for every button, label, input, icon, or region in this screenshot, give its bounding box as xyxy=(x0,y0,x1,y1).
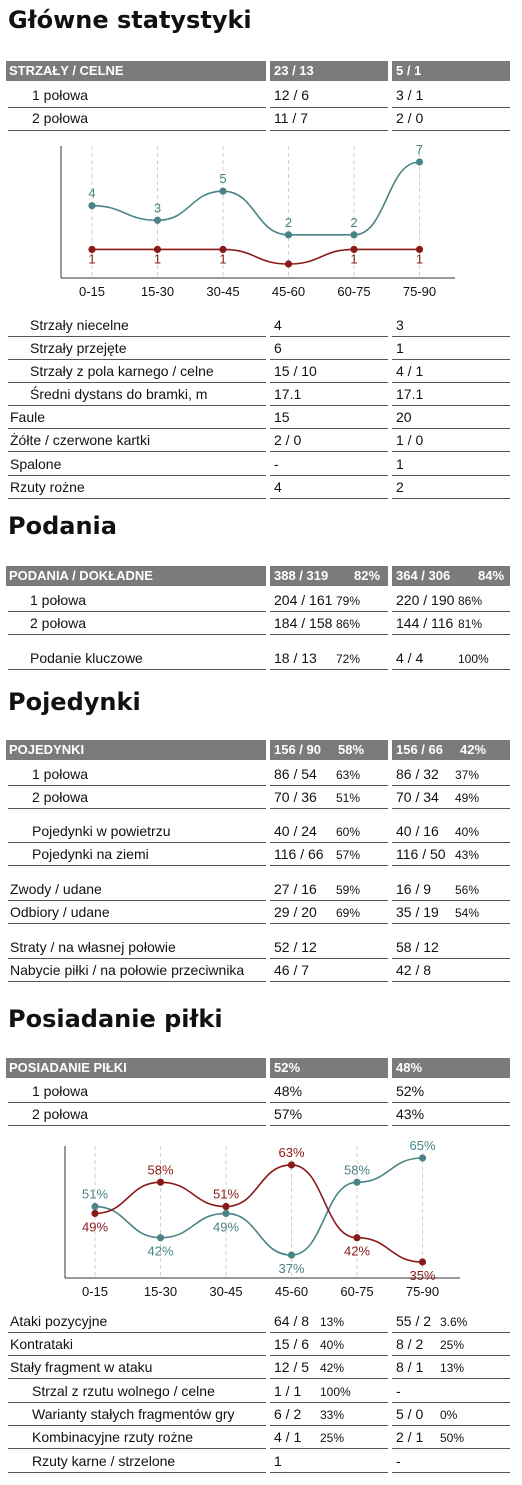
passes-row-value-a: 18 / 13 xyxy=(274,650,317,666)
shots-header-team-a: 23 / 13 xyxy=(270,61,388,81)
x-tick-label: 75-90 xyxy=(405,1284,440,1299)
shots-row-value-b: 1 xyxy=(396,340,404,356)
data-point xyxy=(91,1210,98,1217)
data-label: 1 xyxy=(415,251,424,267)
shots-row-value-a: 15 / 10 xyxy=(274,363,317,379)
possession-row-value-a: 4 / 1 xyxy=(274,1429,302,1445)
shots-half-label: 1 połowa xyxy=(32,87,89,103)
data-point xyxy=(219,188,226,195)
possession-header-team-a: 52% xyxy=(270,1058,388,1078)
duels-row-pct-b: 40% xyxy=(455,825,480,839)
data-point xyxy=(222,1203,229,1210)
shots-row-value-a: 17.1 xyxy=(274,386,302,402)
possession-row-pct-a: 100% xyxy=(320,1385,351,1399)
possession-row-pct-b: 3.6% xyxy=(440,1315,468,1329)
row-divider xyxy=(270,981,388,982)
row-divider xyxy=(8,634,266,635)
row-divider xyxy=(270,1402,388,1403)
row-divider xyxy=(392,634,510,635)
row-divider xyxy=(8,405,266,406)
shots-half-a: 11 / 7 xyxy=(274,110,308,126)
row-divider xyxy=(270,1355,388,1356)
row-divider xyxy=(270,611,388,612)
row-divider xyxy=(392,428,510,429)
duels-row-value-a: 70 / 36 xyxy=(274,789,317,805)
data-label: 51% xyxy=(81,1186,109,1202)
row-divider xyxy=(8,130,266,131)
row-divider xyxy=(392,451,510,452)
duels-row-label: 2 połowa xyxy=(32,789,89,805)
duels-row-label: Pojedynki na ziemi xyxy=(32,846,149,862)
row-divider xyxy=(8,842,266,843)
duels-row-pct-b: 54% xyxy=(455,906,480,920)
row-divider xyxy=(8,1448,266,1449)
x-tick-label: 15-30 xyxy=(143,1284,178,1299)
row-divider xyxy=(270,359,388,360)
possession-header-team-b: 48% xyxy=(392,1058,510,1078)
row-divider xyxy=(8,1355,266,1356)
x-tick-label: 45-60 xyxy=(274,1284,309,1299)
shots-by-interval-chart xyxy=(40,140,470,305)
row-divider xyxy=(392,1378,510,1379)
row-divider xyxy=(270,1448,388,1449)
possession-row-label: Strzal z rzutu wolnego / celne xyxy=(32,1383,215,1399)
shots-row-label: Średni dystans do bramki, m xyxy=(30,386,208,402)
shots-row-value-b: 20 xyxy=(396,409,412,425)
row-divider xyxy=(8,451,266,452)
duels-row-value-a: 116 / 66 xyxy=(274,846,324,862)
row-divider xyxy=(270,808,388,809)
possession-row-label: Ataki pozycyjne xyxy=(10,1313,108,1329)
data-label: 58% xyxy=(147,1162,174,1178)
duels-row-value-b: 58 / 12 xyxy=(396,939,439,955)
shots-row-value-a: 4 xyxy=(274,479,282,495)
data-point xyxy=(154,217,161,224)
row-divider xyxy=(392,475,510,476)
row-divider xyxy=(392,1448,510,1449)
row-divider xyxy=(392,785,510,786)
possession-row-pct-b: 25% xyxy=(440,1338,465,1352)
possession-row-value-a: 64 / 8 xyxy=(274,1313,310,1329)
duels-row-value-a: 52 / 12 xyxy=(274,939,317,955)
possession-half-a: 57% xyxy=(274,1106,303,1122)
row-divider xyxy=(8,1378,266,1379)
shots-row-value-b: 1 xyxy=(396,456,404,472)
data-label: 4 xyxy=(88,185,96,201)
row-divider xyxy=(392,842,510,843)
row-divider xyxy=(392,611,510,612)
row-divider xyxy=(270,1425,388,1426)
row-divider xyxy=(392,900,510,901)
x-tick-label: 60-75 xyxy=(340,1284,374,1299)
x-tick-label: 45-60 xyxy=(271,284,306,299)
duels-header-team-b: 156 / 66 42% xyxy=(392,740,510,760)
shots-row-value-b: 17.1 xyxy=(396,386,424,402)
duels-row-pct-b: 56% xyxy=(455,883,480,897)
possession-half-label: 2 połowa xyxy=(32,1106,89,1122)
passes-row-pct-a: 72% xyxy=(336,652,361,666)
data-label: 5 xyxy=(219,171,227,187)
data-point xyxy=(419,1258,426,1265)
row-divider xyxy=(270,634,388,635)
row-divider xyxy=(392,130,510,131)
row-divider xyxy=(8,1125,266,1126)
possession-row-label: Kontrataki xyxy=(10,1336,74,1352)
row-divider xyxy=(270,428,388,429)
data-point xyxy=(157,1234,164,1241)
passes-row-label: 2 połowa xyxy=(30,615,87,631)
shots-row-label: Faule xyxy=(10,409,46,425)
row-divider xyxy=(392,382,510,383)
row-divider xyxy=(270,498,388,499)
data-point xyxy=(285,231,292,238)
row-divider xyxy=(8,1102,266,1103)
possession-row-pct-a: 25% xyxy=(320,1431,345,1445)
possession-row-pct-a: 40% xyxy=(320,1338,345,1352)
possession-row-pct-b: 13% xyxy=(440,1361,465,1375)
duels-row-value-b: 16 / 9 xyxy=(396,881,432,897)
duels-row-label: 1 połowa xyxy=(32,766,89,782)
duels-row-pct-a: 60% xyxy=(336,825,361,839)
row-divider xyxy=(392,923,510,924)
possession-half-b: 52% xyxy=(396,1083,425,1099)
data-label: 2 xyxy=(284,214,293,230)
passes-header-team-b: 364 / 306 84% xyxy=(392,566,510,586)
data-label: 1 xyxy=(153,251,162,267)
duels-row-value-a: 27 / 16 xyxy=(274,881,317,897)
row-divider xyxy=(8,1332,266,1333)
passes-row-pct-b: 81% xyxy=(458,617,483,631)
data-label: 35% xyxy=(409,1268,436,1283)
data-label: 49% xyxy=(81,1219,109,1235)
duels-row-value-b: 42 / 8 xyxy=(396,962,432,978)
data-label: 58% xyxy=(343,1162,371,1178)
series-line-0 xyxy=(92,162,420,235)
x-tick-label: 0-15 xyxy=(78,284,106,299)
row-divider xyxy=(8,1402,266,1403)
shots-header-team-b: 5 / 1 xyxy=(392,61,510,81)
x-tick-label: 30-45 xyxy=(206,284,240,299)
shots-half-b: 3 / 1 xyxy=(396,87,424,103)
data-label: 7 xyxy=(415,142,424,157)
row-divider xyxy=(392,1332,510,1333)
shots-row-label: Spalone xyxy=(10,456,62,472)
shots-row-label: Rzuty rożne xyxy=(10,479,85,495)
possession-row-pct-a: 13% xyxy=(320,1315,345,1329)
row-divider xyxy=(392,336,510,337)
row-divider xyxy=(8,900,266,901)
passes-row-value-a: 184 / 158 xyxy=(274,615,333,631)
possession-row-value-b: 8 / 1 xyxy=(396,1359,424,1375)
shots-row-value-a: 6 xyxy=(274,340,282,356)
row-divider xyxy=(8,981,266,982)
possession-row-label: Kombinacyjne rzuty rożne xyxy=(32,1429,194,1445)
duels-row-value-b: 40 / 16 xyxy=(396,823,439,839)
duels-row-pct-a: 69% xyxy=(336,906,361,920)
shots-row-label: Strzały niecelne xyxy=(30,317,129,333)
row-divider xyxy=(270,1472,388,1473)
duels-row-label: Straty / na własnej połowie xyxy=(10,939,176,955)
data-label: 63% xyxy=(278,1144,305,1160)
shots-half-a: 12 / 6 xyxy=(274,87,310,103)
row-divider xyxy=(392,1402,510,1403)
possession-row-value-a: 1 xyxy=(274,1453,282,1469)
x-tick-label: 0-15 xyxy=(81,1284,109,1299)
duels-row-pct-b: 49% xyxy=(455,791,480,805)
row-divider xyxy=(392,1425,510,1426)
data-point xyxy=(91,1203,98,1210)
x-tick-label: 60-75 xyxy=(337,284,371,299)
possession-row-pct-b: 50% xyxy=(440,1431,465,1445)
row-divider xyxy=(392,669,510,670)
shots-row-value-b: 1 / 0 xyxy=(396,432,424,448)
row-divider xyxy=(392,1102,510,1103)
shots-row-value-a: - xyxy=(274,456,279,472)
row-divider xyxy=(392,865,510,866)
row-divider xyxy=(392,981,510,982)
row-divider xyxy=(270,900,388,901)
row-divider xyxy=(270,785,388,786)
possession-header-label: POSIADANIE PIŁKI xyxy=(6,1058,266,1078)
data-point xyxy=(350,231,357,238)
duels-row-label: Odbiory / udane xyxy=(10,904,110,920)
duels-row-value-a: 40 / 24 xyxy=(274,823,317,839)
data-label: 3 xyxy=(153,200,162,216)
possession-half-b: 43% xyxy=(396,1106,425,1122)
duels-row-label: Zwody / udane xyxy=(10,881,102,897)
shots-row-value-b: 3 xyxy=(396,317,404,333)
row-divider xyxy=(8,808,266,809)
row-divider xyxy=(8,669,266,670)
row-divider xyxy=(8,359,266,360)
duels-row-value-a: 46 / 7 xyxy=(274,962,310,978)
passes-row-pct-b: 86% xyxy=(458,594,483,608)
row-divider xyxy=(270,865,388,866)
row-divider xyxy=(392,498,510,499)
duels-row-value-b: 86 / 32 xyxy=(396,766,439,782)
row-divider xyxy=(8,865,266,866)
data-label: 49% xyxy=(212,1219,240,1235)
possession-row-label: Stały fragment w ataku xyxy=(10,1359,153,1375)
possession-row-pct-a: 33% xyxy=(320,1408,345,1422)
duels-header-team-a: 156 / 90 58% xyxy=(270,740,388,760)
duels-row-value-a: 29 / 20 xyxy=(274,904,317,920)
shots-row-value-a: 15 xyxy=(274,409,290,425)
possession-row-label: Rzuty karne / strzelone xyxy=(32,1453,176,1469)
possession-by-interval-chart xyxy=(40,1140,470,1305)
row-divider xyxy=(270,1125,388,1126)
passes-row-value-b: 4 / 4 xyxy=(396,650,424,666)
data-point xyxy=(157,1179,164,1186)
data-label: 42% xyxy=(343,1243,371,1259)
x-tick-label: 30-45 xyxy=(209,1284,243,1299)
possession-row-value-a: 15 / 6 xyxy=(274,1336,310,1352)
duels-row-label: Pojedynki w powietrzu xyxy=(32,823,171,839)
row-divider xyxy=(270,923,388,924)
data-point xyxy=(285,260,292,267)
passes-row-value-b: 220 / 190 xyxy=(396,592,455,608)
data-label: 51% xyxy=(212,1186,240,1202)
row-divider xyxy=(392,405,510,406)
duels-row-value-b: 70 / 34 xyxy=(396,789,439,805)
shots-row-value-b: 4 / 1 xyxy=(396,363,424,379)
row-divider xyxy=(8,498,266,499)
row-divider xyxy=(270,336,388,337)
passes-header-label: PODANIA / DOKŁADNE xyxy=(6,566,266,586)
data-point xyxy=(353,1234,360,1241)
possession-half-a: 48% xyxy=(274,1083,303,1099)
row-divider xyxy=(392,958,510,959)
row-divider xyxy=(270,475,388,476)
shots-row-value-b: 2 xyxy=(396,479,404,495)
duels-row-pct-a: 57% xyxy=(336,848,361,862)
possession-row-pct-a: 42% xyxy=(320,1361,345,1375)
data-label: 1 xyxy=(88,251,96,267)
row-divider xyxy=(270,958,388,959)
row-divider xyxy=(392,1125,510,1126)
duels-row-pct-a: 59% xyxy=(336,883,361,897)
row-divider xyxy=(8,336,266,337)
row-divider xyxy=(8,958,266,959)
data-label: 42% xyxy=(147,1243,174,1259)
row-divider xyxy=(392,359,510,360)
shots-header-label: STRZAŁY / CELNE xyxy=(6,61,266,81)
row-divider xyxy=(8,475,266,476)
duels-row-pct-a: 63% xyxy=(336,768,361,782)
duels-row-pct-a: 51% xyxy=(336,791,361,805)
data-label: 1 xyxy=(219,251,227,267)
data-label: 65% xyxy=(409,1140,436,1153)
passes-row-pct-a: 79% xyxy=(336,594,361,608)
data-point xyxy=(353,1179,360,1186)
row-divider xyxy=(8,923,266,924)
data-label: 2 xyxy=(350,214,358,230)
data-point xyxy=(288,1161,295,1168)
duels-row-pct-b: 37% xyxy=(455,768,480,782)
x-tick-label: 75-90 xyxy=(402,284,437,299)
row-divider xyxy=(270,842,388,843)
duels-row-value-a: 86 / 54 xyxy=(274,766,317,782)
duels-row-value-b: 116 / 50 xyxy=(396,846,446,862)
possession-row-value-a: 6 / 2 xyxy=(274,1406,302,1422)
passes-row-value-b: 144 / 116 xyxy=(396,615,454,631)
shots-half-label: 2 połowa xyxy=(32,110,89,126)
data-label: 37% xyxy=(278,1261,305,1277)
row-divider xyxy=(8,428,266,429)
row-divider xyxy=(8,382,266,383)
possession-row-value-b: 2 / 1 xyxy=(396,1429,424,1445)
section-title-passes: Podania xyxy=(8,512,117,540)
shots-row-label: Strzały przejęte xyxy=(30,340,127,356)
passes-row-label: 1 połowa xyxy=(30,592,87,608)
row-divider xyxy=(270,1378,388,1379)
duels-row-value-b: 35 / 19 xyxy=(396,904,439,920)
data-label: 1 xyxy=(350,251,358,267)
possession-row-value-a: 12 / 5 xyxy=(274,1359,310,1375)
passes-row-pct-b: 100% xyxy=(458,652,489,666)
row-divider xyxy=(270,130,388,131)
row-divider xyxy=(8,1425,266,1426)
row-divider xyxy=(8,785,266,786)
row-divider xyxy=(8,611,266,612)
data-point xyxy=(416,158,423,165)
row-divider xyxy=(270,1102,388,1103)
section-title-main-stats: Główne statystyki xyxy=(8,6,252,34)
row-divider xyxy=(270,382,388,383)
row-divider xyxy=(392,808,510,809)
possession-half-label: 1 połowa xyxy=(32,1083,89,1099)
possession-row-label: Warianty stałych fragmentów gry xyxy=(32,1406,235,1422)
shots-row-label: Żółte / czerwone kartki xyxy=(10,432,151,448)
duels-header-label: POJEDYNKI xyxy=(6,740,266,760)
shots-row-value-a: 2 / 0 xyxy=(274,432,302,448)
row-divider xyxy=(270,405,388,406)
row-divider xyxy=(392,1355,510,1356)
section-title-duels: Pojedynki xyxy=(8,688,141,716)
series-line-1 xyxy=(92,249,420,267)
possession-row-value-b: 8 / 2 xyxy=(396,1336,424,1352)
possession-row-value-b: - xyxy=(396,1453,401,1469)
x-tick-label: 15-30 xyxy=(140,284,175,299)
shots-row-label: Strzały z pola karnego / celne xyxy=(30,363,214,379)
data-point xyxy=(419,1154,426,1161)
possession-row-pct-b: 0% xyxy=(440,1408,458,1422)
shots-half-b: 2 / 0 xyxy=(396,110,424,126)
row-divider xyxy=(270,669,388,670)
row-divider xyxy=(270,1332,388,1333)
shots-row-value-a: 4 xyxy=(274,317,282,333)
passes-row-value-a: 204 / 161 xyxy=(274,592,333,608)
section-title-possession: Posiadanie piłki xyxy=(8,1005,223,1033)
passes-row-label: Podanie kluczowe xyxy=(30,650,143,666)
row-divider xyxy=(392,1472,510,1473)
row-divider xyxy=(270,451,388,452)
possession-row-value-b: 5 / 0 xyxy=(396,1406,424,1422)
row-divider xyxy=(8,1472,266,1473)
passes-row-pct-a: 86% xyxy=(336,617,361,631)
data-point xyxy=(222,1210,229,1217)
duels-row-pct-b: 43% xyxy=(455,848,480,862)
data-point xyxy=(88,202,95,209)
possession-row-value-a: 1 / 1 xyxy=(274,1383,302,1399)
passes-header-team-a: 388 / 319 82% xyxy=(270,566,388,586)
duels-row-label: Nabycie piłki / na połowie przeciwnika xyxy=(10,962,245,978)
possession-row-value-b: - xyxy=(396,1383,401,1399)
data-point xyxy=(288,1251,295,1258)
possession-row-value-b: 55 / 2 xyxy=(396,1313,432,1329)
